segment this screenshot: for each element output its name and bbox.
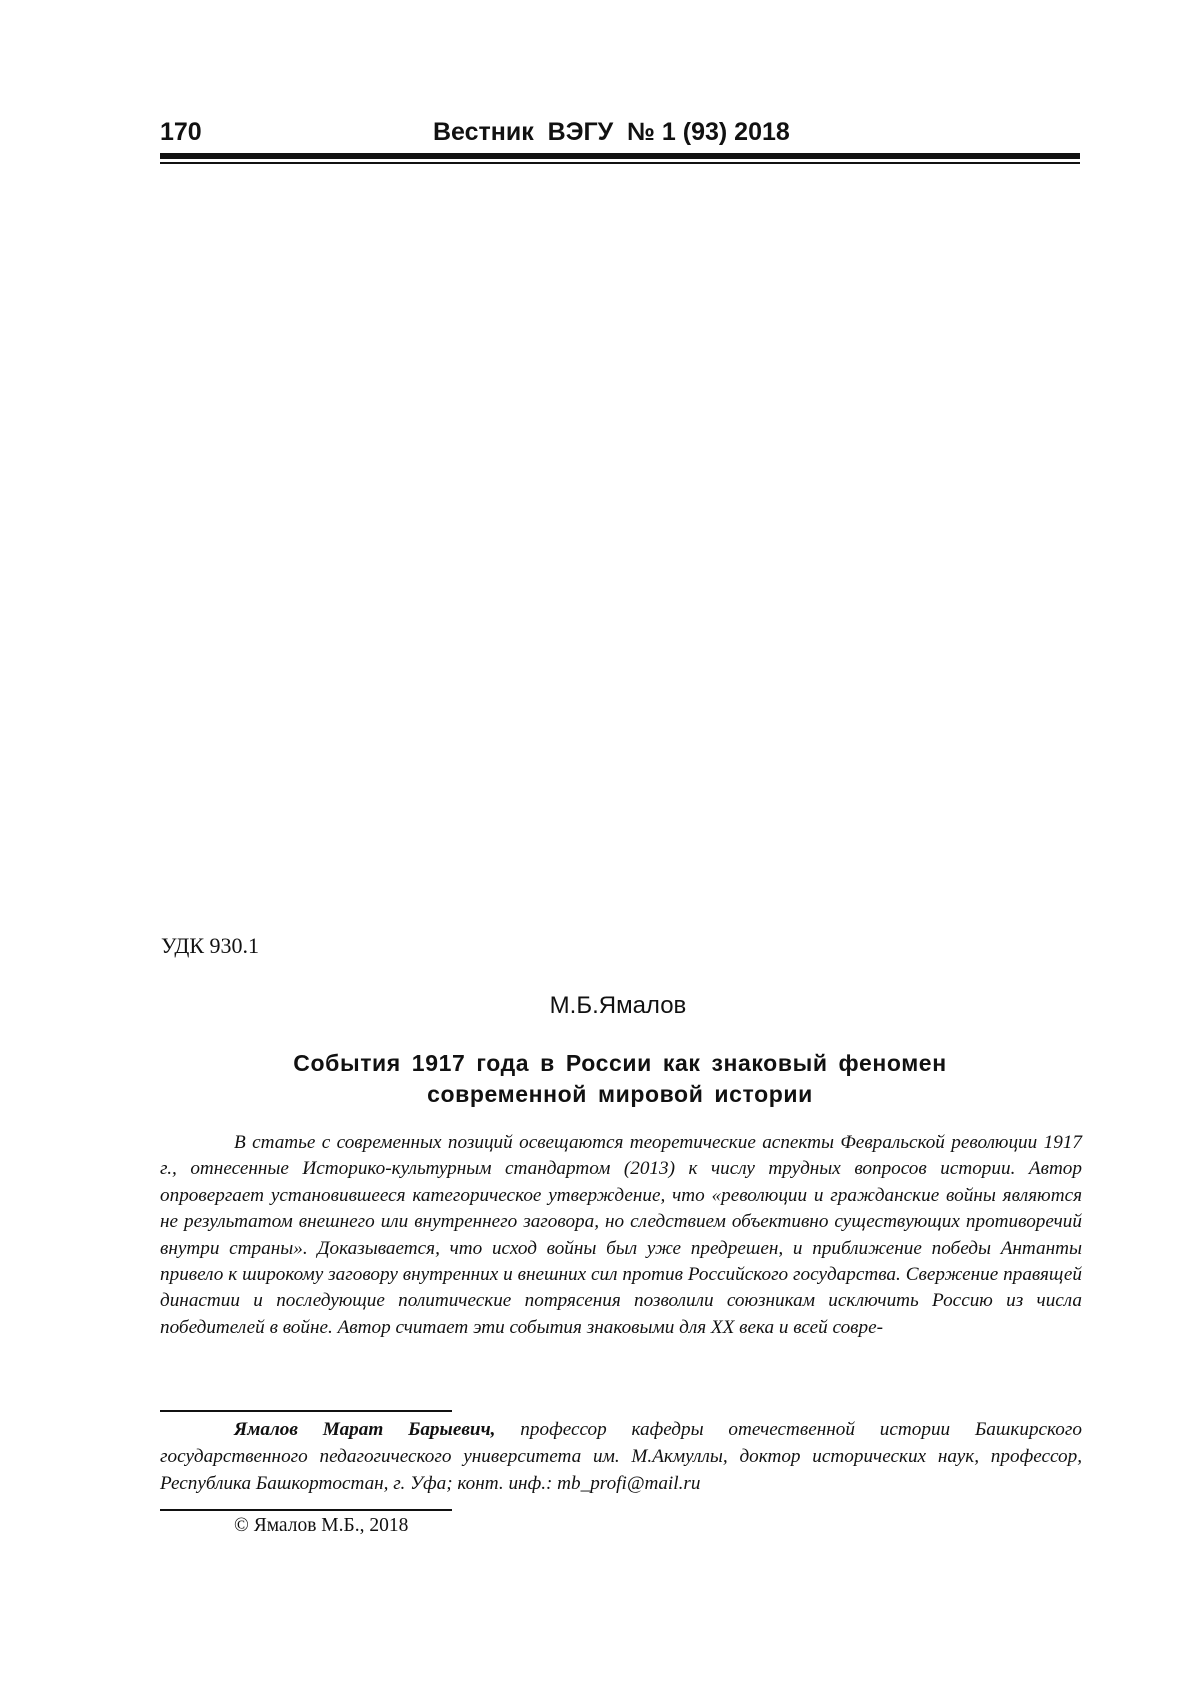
udk-code: УДК 930.1	[161, 933, 260, 958]
copyright-notice: © Ямалов М.Б., 2018	[234, 1515, 409, 1536]
running-header	[160, 112, 1080, 152]
article-title	[160, 1048, 1080, 1110]
copyright-rule	[160, 1509, 452, 1511]
footnote-author-name: Ямалов Марат Барыевич,	[234, 1419, 496, 1440]
article-author: М.Б.Ямалов	[549, 992, 687, 1019]
footnote-rule	[160, 1410, 452, 1412]
journal-title: Вестник ВЭГУ № 1 (93) 2018	[433, 118, 790, 146]
author-footnote	[160, 1416, 1082, 1497]
header-rule-thick	[160, 153, 1080, 159]
page-number: 170	[160, 118, 202, 146]
header-rule-thin	[160, 162, 1080, 164]
article-title-line-1: События 1917 года в России как знаковый феномен	[293, 1050, 947, 1076]
footnote-author-details: профессор кафедры отечественной истории Башкирского государственного педагогического университета им. М.Акмуллы, доктор исторических наук, профессор, Республика Башкортостан, г. Уфа; конт. инф.: mb_profi@mail.ru	[160, 1419, 1082, 1494]
article-title-line-2: современной мировой истории	[427, 1081, 813, 1107]
abstract: В статье с современных позиций освещаются теоретические аспекты Февральской революции 1917 г., отнесенные Историко-культурным стандартом (2013) к числу трудных вопросов истории. Автор опровергает установившееся категорическое утверждение, что «революции и гражданские войны являются не результатом внешнего или внутреннего заговора, но следствием объективно существующих противоречий внутри страны». Доказывается, что исход войны был уже предрешен, и приближение победы Антанты привело к широкому заговору внутренних и внешних сил против Российского государства. Свержение правящей династии и последующие политические потрясения позволили союзникам исключить Россию из числа победителей в войне. Автор считает эти события знаковыми для XX века и всей совре-	[160, 1132, 1082, 1338]
